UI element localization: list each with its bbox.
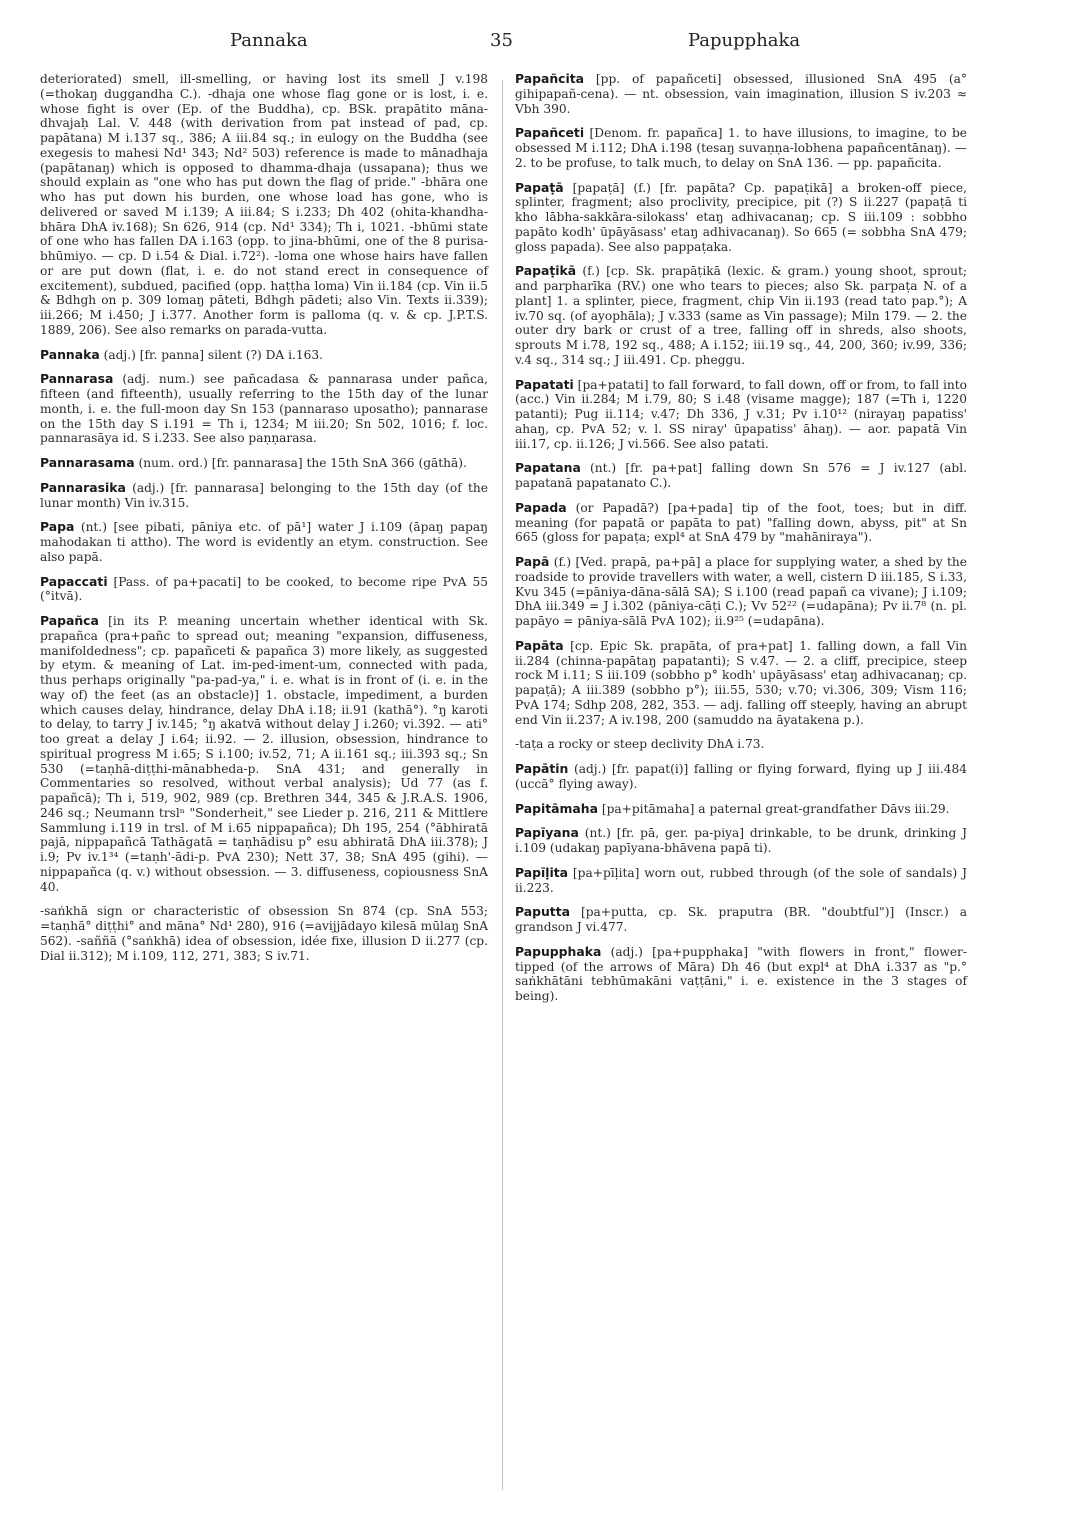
entry-headword: Papupphaka xyxy=(515,943,602,959)
entry-text: (or Papadā?) [pa+pada] tip of the foot, toes; but in diff. meaning (for papatā or papāta to pat) "falling down, abyss, pit" at Sn 665 (gloss for papaṭa; expl⁴ at SnA 479 by "mahāniraya"). xyxy=(515,500,967,545)
entry-text: deteriorated) smell, ill-smelling, or having lost its smell J v.198 (=thokaŋ duggandha C.). -dhaja one whose flag gone or is lost, i. e. whose fight is over (Ep. of the Buddha), cp. BSk. prapātito māna-dhvajaḥ Lal. V. 448 (with derivation from pat instead of pad, cp. papātana) M i.137 sq., 386; A iii.84 sq.; in eulogy on the Buddha (see exegesis to mahesi Nd¹ 343; Nd² 503) reference is made to mānadhaja (papātanaŋ) which is opposed to dhamma-dhaja (ussapana); thus we should explain as "one who has put down the flag of pride." -bhāra one who has put down his burden, one whose load has gone, who is delivered or saved M i.139; A iii.84; S i.233; Dh 402 (ohita-khandha-bhāra DhA iv.168); Sn 626, 914 (cp. Nd¹ 334); Th i, 1021. -bhūmi state of one who has fallen DA i.163 (opp. to jina-bhūmi, one of the 8 purisa-bhūmiyo. — cp. D i.54 & Dial. i.72²). -loma one whose hairs have fallen or are put down (flat, i. e. do not stand erect in consequence of excitement), subdued, pacified (opp. haṭṭha loma) Vin ii.184 (cp. Vin ii.5 & Bdhgh on p. 309 lomaŋ pāteti, Bdhgh pādeti; also Vin. Texts ii.339); iii.266; M i.450; J i.377. Another form is palloma (q. v. & cp. J.P.T.S. 1889, 206). See also remarks on parada-vutta. xyxy=(40,72,488,337)
entry-headword: Papātin xyxy=(515,761,569,776)
entry-headword: Papīḷita xyxy=(515,864,569,880)
dictionary-entry xyxy=(515,461,967,491)
column-divider xyxy=(502,80,503,1490)
entry-headword: Papaccati xyxy=(40,573,108,589)
entry-headword: Paputta xyxy=(515,904,571,920)
entry-text: (adj.) [fr. papat(i)] falling or flying forward, flying up J iii.484 (uccā° flying away). xyxy=(515,762,967,791)
dictionary-entry xyxy=(515,826,967,856)
dictionary-entry xyxy=(40,456,488,471)
entry-text: (num. ord.) [fr. pannarasa] the 15th SnA 366 (gāthā). xyxy=(134,456,467,470)
dictionary-entry xyxy=(515,72,967,116)
dictionary-entry xyxy=(515,378,967,452)
dictionary-entry xyxy=(515,866,967,896)
entry-text: (adj. num.) see pañcadasa & pannarasa under pañca, fifteen (and fifteenth), usually referring to the 15th day of the lunar month, i. e. the full-moon day Sn 153 (pannaraso uposatho); pannarase on the 15th day S i.191 = Th i, 1234; M iii.20; Sn 502, 1016; f. loc. pannarasāya id. S i.233. See also paṇṇarasa. xyxy=(40,372,488,446)
dictionary-entry xyxy=(40,72,488,338)
dictionary-entry xyxy=(40,614,488,894)
dictionary-entry xyxy=(40,575,488,605)
dictionary-entry xyxy=(40,520,488,564)
entry-headword: Papaṭā xyxy=(515,179,564,195)
dictionary-entry xyxy=(515,501,967,545)
entry-text: [pa+pitāmaha] a paternal great-grandfather Dāvs iii.29. xyxy=(597,801,950,816)
entry-text: (nt.) [fr. pa+pat] falling down Sn 576 = J iv.127 (abl. papatanā papatanato C.). xyxy=(515,461,967,490)
dictionary-entry xyxy=(515,762,967,792)
entry-headword: Papañceti xyxy=(515,125,585,141)
entry-text: [pa+putta, cp. Sk. praputra (BR. "doubtful")] (Inscr.) a grandson J vi.477. xyxy=(515,905,967,934)
dictionary-entry xyxy=(515,737,967,752)
entry-headword: Papā xyxy=(515,554,550,569)
entry-text: (nt.) [fr. pā, ger. pa-piya] drinkable, to be drunk, drinking J i.109 (udakaŋ papīyana-bhāvena papā ti). xyxy=(515,826,967,855)
entry-text: (f.) [Ved. prapā, pa+pā] a place for supplying water, a shed by the roadside to provide travellers with water, a well, cistern D iii.185, S i.33, Kvu 345 (=pāniya-dāna-sālā SA); S i.100 (read papañ ca vivane); J i.109; DhA iii.349 = J i.302 (pāniya-cāṭi C.); Vv 52²² (=udapāna); Pv ii.7⁸ (n. pl. papāyo = pāniya-sālā PvA 102); ii.9²⁵ (=udapāna). xyxy=(515,555,967,628)
dictionary-entry xyxy=(515,555,967,629)
entry-headword: Pannarasika xyxy=(40,479,126,495)
running-head-left: Pannaka xyxy=(230,30,308,51)
entry-headword: Papatati xyxy=(515,376,574,392)
entry-headword: Pannarasa xyxy=(40,371,114,387)
entry-text: [Denom. fr. papañca] 1. to have illusions, to imagine, to be obsessed M i.112; DhA i.198 (tesaŋ suvaṇṇa-lobhena papañcentānaŋ). — 2. to be profuse, to talk much, to delay on SnA 136. — pp. papañcita. xyxy=(515,126,967,170)
entry-text: (adj.) [fr. panna] silent (?) DA i.163. xyxy=(99,347,324,362)
entry-text: (f.) [cp. Sk. prapāṭikā (lexic. & gram.) young shoot, sprout; and parpharīka (RV.) one who tears to pieces; also Sk. parpaṭa N. of a plant] 1. a splinter, piece, fragment, chip Vin ii.193 (read tato pap.°); A iv.70 sq. (of ayophāla); J v.333 (same as Vin passage); Miln 179. — 2. the outer dry bark or crust of a tree, falling off in shreds, also shoots, sprouts M i.78, 192 sq., 488; A i.152; iii.19 sq., 44, 200, 360; iv.99, 336; v.4 sq., 314 sq.; J iii.491. Cp. pheggu. xyxy=(515,264,967,367)
entry-text: (nt.) [see pibati, pāniya etc. of pā¹] water J i.109 (āpaŋ papaŋ mahodakan ti attho). The word is evidently an etym. construction. See also papā. xyxy=(40,520,488,564)
entry-text: [pa+pīḷita] worn out, rubbed through (of the sole of sandals) J ii.223. xyxy=(515,865,967,895)
entry-text: -taṭa a rocky or steep declivity DhA i.73. xyxy=(515,737,765,752)
dictionary-entry xyxy=(515,126,967,170)
entry-headword: Papāta xyxy=(515,637,564,653)
dictionary-entry xyxy=(515,264,967,367)
dictionary-entry xyxy=(515,905,967,935)
entry-text: [cp. Epic Sk. prapāta, of pra+pat] 1. falling down, a fall Vin ii.284 (chinna-papātaŋ papatanti); S v.47. — 2. a cliff, precipice, steep rock M i.11; S iii.109 (sobbho p° kodh' upāyāsass' etaŋ adhivacanaŋ; cp. papaṭā); A iii.389 (sobbho p°); iii.55, 530; v.70; vi.306, 309; Vism 116; PvA 174; Sdhp 208, 282, 353. — adj. falling off steeply, having an abrupt end Vin ii.237; A iv.198, 200 (samuddo na āyatakena p.). xyxy=(515,638,967,727)
entry-headword: Papañcita xyxy=(515,71,585,86)
entry-text: [pa+patati] to fall forward, to fall down, off or from, to fall into (acc.) Vin ii.284; M i.79, 80; S i.48 (visame magge); 187 (=Th i, 1220 patanti); Pug ii.114; v.47; Dh 336, J v.31; Pv i.10¹² (nirayaŋ papatiss' ahaŋ, cp. PvA 52; v. l. SS niray' ūpapatiss' āhaŋ). — aor. papatā Vin iii.17, cp. ii.126; J vi.566. See also patati. xyxy=(515,377,967,451)
dictionary-entry xyxy=(40,481,488,511)
entry-headword: Papīyana xyxy=(515,825,579,841)
page-number: 35 xyxy=(490,30,513,51)
dictionary-entry xyxy=(515,181,967,255)
entry-text: -saṅkhā sign or characteristic of obsession Sn 874 (cp. SnA 553; =taṇhā° diṭṭhi° and māna° Nd¹ 280), 916 (=avijjādayo kilesā mūlaŋ SnA 562). -saññā (°saṅkhā) idea of obsession, idée fixe, illusion D ii.277 (cp. Dial ii.312); M i.109, 112, 271, 383; S iv.71. xyxy=(40,904,488,963)
dictionary-entry xyxy=(40,904,488,963)
entry-text: (adj.) [pa+pupphaka] "with flowers in front," flower-tipped (of the arrows of Māra) Dh 46 (but expl⁴ at DhA i.337 as "p.° saṅkhātāni tebhūmakāni vaṭṭāni," i. e. existence in the 3 stages of being). xyxy=(515,944,967,1003)
dictionary-entry xyxy=(40,348,488,363)
entry-headword: Papatana xyxy=(515,460,581,476)
entry-headword: Pannarasama xyxy=(40,455,135,470)
entry-text: (adj.) [fr. pannarasa] belonging to the 15th day (of the lunar month) Vin iv.315. xyxy=(40,480,488,510)
dictionary-entry xyxy=(40,372,488,446)
entry-text: [Pass. of pa+pacati] to be cooked, to become ripe PvA 55 (°itvā). xyxy=(40,574,488,604)
entry-headword: Papa xyxy=(40,519,75,535)
entry-headword: Papada xyxy=(515,499,567,515)
left-column xyxy=(40,72,488,973)
dictionary-entry xyxy=(515,945,967,1004)
running-head-right: Papupphaka xyxy=(688,30,801,51)
entry-text: [pp. of papañceti] obsessed, illusioned SnA 495 (a° gihipapañ-cena). — nt. obsession, vain imagination, illusion S iv.203 ≈ Vbh 390. xyxy=(515,72,967,116)
entry-headword: Pannaka xyxy=(40,346,100,362)
entry-headword: Papañca xyxy=(40,613,99,628)
entry-text: [in its P. meaning uncertain whether identical with Sk. prapañca (pra+pañc to spread out; meaning "expansion, diffuseness, manifoldedness"; cp. papañceti & papañca 3) more likely, as suggested by etym. & meaning of Lat. im-ped-iment-um, connected with pada, thus perhaps originally "pa-pad-ya," i. e. what is in front of (i. e. in the way of) the feet (as an obstacle)] 1. obstacle, impediment, a burden which causes delay, hindrance, delay DhA i.18; ii.91 (kathā°). °ŋ karoti to delay, to tarry J iv.145; °ŋ akatvā without delay J i.260; vi.392. — ati° too great a delay J i.64; ii.92. — 2. illusion, obsession, hindrance to spiritual progress M i.65; S i.100; iv.52, 71; A ii.161 sq.; iii.393 sq.; Sn 530 (=taṇhā-diṭṭhi-mānabheda-p. SnA 431; and generally in Commentaries so resolved, without verbal analysis); Ud 77 (as f. papañcā); Th i, 519, 902, 989 (cp. Brethren 344, 345 & J.R.A.S. 1906, 246 sq.; Neumann trslⁿ "Sonderheit," see Lieder p. 216, 211 & Mittlere Sammlung i.119 in trsl. of M i.65 nippapañca); Dh 195, 254 (°ābhiratā pajā, nippapañcā Tathāgatā = taṇhādisu p° esu abhiratā DhA iii.378); J i.9; Pv iv.1³⁴ (=taṇh'-ādi-p. PvA 230); Nett 37, 38; SnA 495 (gihi). — nippapañca (q. v.) without obsession. — 3. diffuseness, copiousness SnA 40. xyxy=(40,614,488,894)
entry-text: [papaṭā] (f.) [fr. papāta? Cp. papaṭikā] a broken-off piece, splinter, fragment; also proclivity, precipice, pit (?) S ii.227 (papaṭā ti kho lābha-sakkāra-silokass' etaŋ adhivacanaŋ; cp. S iii.109 : sobbho papāto kodh' ūpāyāsass' etaŋ adhivacanaŋ). So 665 (= sobbha SnA 479; gloss papada). See also pappaṭaka. xyxy=(515,180,967,254)
dictionary-entry xyxy=(515,802,967,817)
right-column xyxy=(515,72,967,1014)
entry-headword: Papaṭikā xyxy=(515,263,577,279)
entry-headword: Papitāmaha xyxy=(515,800,598,816)
dictionary-entry xyxy=(515,639,967,728)
